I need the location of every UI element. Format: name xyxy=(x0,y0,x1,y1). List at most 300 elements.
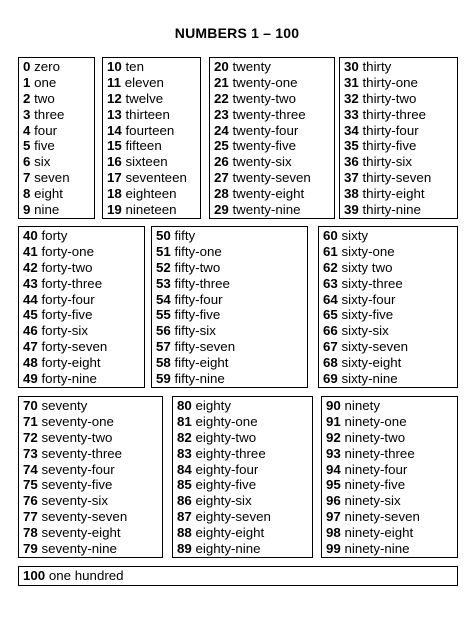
number-row xyxy=(23,107,94,123)
numeral: 13 xyxy=(107,106,122,122)
number-row xyxy=(177,430,312,446)
number-word: sixty-nine xyxy=(337,371,398,387)
number-word: sixty-seven xyxy=(337,339,408,355)
numeral: 97 xyxy=(326,509,341,525)
number-row xyxy=(156,260,307,276)
number-row xyxy=(177,525,312,541)
numeral: 85 xyxy=(177,477,192,493)
numeral: 80 xyxy=(177,398,192,413)
number-row xyxy=(156,276,307,292)
number-row xyxy=(23,228,144,244)
number-word: three xyxy=(30,106,65,122)
number-word: ninety-seven xyxy=(340,509,420,525)
numeral: 19 xyxy=(107,202,122,218)
number-row xyxy=(214,59,334,75)
number-word: eighteen xyxy=(121,186,177,202)
numeral: 31 xyxy=(344,74,359,90)
numeral: 98 xyxy=(326,525,341,541)
number-row xyxy=(323,244,457,260)
number-row xyxy=(323,339,457,355)
numeral: 29 xyxy=(214,202,229,218)
number-row xyxy=(177,493,312,509)
numeral: 25 xyxy=(214,138,229,154)
number-row xyxy=(23,138,94,154)
numeral: 45 xyxy=(23,307,38,323)
number-row xyxy=(23,541,162,557)
number-word: eight xyxy=(30,186,63,202)
number-word: one xyxy=(30,74,57,90)
number-word: eighty-five xyxy=(191,477,257,493)
number-word: seven xyxy=(30,170,70,186)
numeral: 20 xyxy=(214,59,229,74)
number-row xyxy=(23,292,144,308)
numbers-70-79-box xyxy=(18,396,163,558)
numeral: 30 xyxy=(344,59,359,74)
number-word: forty-one xyxy=(37,243,94,259)
number-word: ninety-nine xyxy=(340,541,410,557)
number-word: thirty-three xyxy=(358,106,427,122)
number-word: seventy-three xyxy=(37,445,123,461)
number-row xyxy=(23,446,162,462)
numeral: 28 xyxy=(214,186,229,202)
number-row xyxy=(23,186,94,202)
numeral: 74 xyxy=(23,461,38,477)
numeral: 16 xyxy=(107,154,122,170)
number-word: fifteen xyxy=(121,138,162,154)
number-row xyxy=(326,477,457,493)
number-word: seventy-one xyxy=(37,413,114,429)
number-word: seventy-four xyxy=(37,461,115,477)
number-word: sixty xyxy=(337,228,369,243)
number-row xyxy=(156,292,307,308)
number-row xyxy=(23,430,162,446)
number-row xyxy=(323,371,457,387)
number-row xyxy=(107,107,200,123)
number-row xyxy=(326,525,457,541)
number-word: forty-five xyxy=(37,307,93,323)
number-row xyxy=(344,123,457,139)
number-row xyxy=(107,138,200,154)
numeral: 21 xyxy=(214,74,229,90)
number-row xyxy=(323,355,457,371)
number-row xyxy=(23,123,94,139)
number-word: fifty-three xyxy=(170,275,230,291)
numeral: 88 xyxy=(177,525,192,541)
numeral: 32 xyxy=(344,90,359,106)
number-word: twelve xyxy=(121,90,164,106)
numeral: 33 xyxy=(344,106,359,122)
number-word: ninety-two xyxy=(340,429,406,445)
number-row xyxy=(107,186,200,202)
numeral: 94 xyxy=(326,461,341,477)
numeral: 59 xyxy=(156,371,171,387)
number-word: twenty-three xyxy=(228,106,306,122)
number-word: ninety-one xyxy=(340,413,407,429)
number-word: thirty-two xyxy=(358,90,417,106)
number-word: eighty-three xyxy=(191,445,266,461)
number-row xyxy=(177,398,312,414)
numeral: 38 xyxy=(344,186,359,202)
numbers-80-89-box xyxy=(172,396,313,558)
number-word: nine xyxy=(30,202,60,218)
number-word: five xyxy=(30,138,55,154)
number-word: ninety xyxy=(340,398,380,413)
number-word: thirty-four xyxy=(358,122,419,138)
number-word: sixteen xyxy=(121,154,168,170)
number-word: thirty-six xyxy=(358,154,412,170)
number-row xyxy=(323,307,457,323)
numeral: 81 xyxy=(177,413,192,429)
number-word: sixty two xyxy=(337,259,393,275)
numbers-40-49-box xyxy=(18,226,145,388)
numeral: 55 xyxy=(156,307,171,323)
number-word: twenty-two xyxy=(228,90,297,106)
number-word: six xyxy=(30,154,51,170)
numeral: 70 xyxy=(23,398,38,413)
numeral: 47 xyxy=(23,339,38,355)
number-word: sixty-eight xyxy=(337,355,402,371)
number-row xyxy=(23,371,144,387)
numbers-60-69-box xyxy=(318,226,458,388)
number-word: twenty-five xyxy=(228,138,297,154)
number-word: thirteen xyxy=(121,106,170,122)
numeral: 8 xyxy=(23,186,31,202)
number-row xyxy=(23,75,94,91)
number-word: seventy-five xyxy=(37,477,113,493)
number-row xyxy=(23,276,144,292)
number-word: thirty-nine xyxy=(358,202,421,218)
numeral: 64 xyxy=(323,291,338,307)
numeral: 48 xyxy=(23,355,38,371)
number-row xyxy=(23,260,144,276)
numeral: 46 xyxy=(23,323,38,339)
numeral: 26 xyxy=(214,154,229,170)
number-row xyxy=(344,154,457,170)
number-row xyxy=(326,414,457,430)
numeral: 58 xyxy=(156,355,171,371)
number-row xyxy=(156,228,307,244)
numeral: 17 xyxy=(107,170,122,186)
number-word: eighty-four xyxy=(191,461,259,477)
number-row xyxy=(326,446,457,462)
numeral: 60 xyxy=(323,228,338,243)
number-row xyxy=(344,75,457,91)
number-row xyxy=(323,276,457,292)
numeral: 76 xyxy=(23,493,38,509)
number-row xyxy=(23,154,94,170)
number-row xyxy=(214,202,334,218)
numeral: 40 xyxy=(23,228,38,243)
numeral: 39 xyxy=(344,202,359,218)
number-word: fifty-eight xyxy=(170,355,229,371)
number-word: forty-eight xyxy=(37,355,101,371)
number-row xyxy=(107,202,200,218)
number-row xyxy=(177,446,312,462)
number-word: nineteen xyxy=(121,202,177,218)
numeral: 86 xyxy=(177,493,192,509)
numeral: 6 xyxy=(23,154,31,170)
number-word: ninety-four xyxy=(340,461,408,477)
number-word: fifty-seven xyxy=(170,339,236,355)
number-word: eighty-seven xyxy=(191,509,271,525)
numeral: 82 xyxy=(177,429,192,445)
number-word: ten xyxy=(121,59,144,74)
number-word: ninety-three xyxy=(340,445,415,461)
number-word: forty-six xyxy=(37,323,89,339)
number-word: twenty-eight xyxy=(228,186,305,202)
numeral: 83 xyxy=(177,445,192,461)
number-word: sixty-four xyxy=(337,291,396,307)
numeral: 73 xyxy=(23,445,38,461)
number-word: seventy-seven xyxy=(37,509,128,525)
number-word: twenty-one xyxy=(228,74,298,90)
numeral: 69 xyxy=(323,371,338,387)
number-row xyxy=(23,509,162,525)
number-row xyxy=(23,307,144,323)
numeral: 54 xyxy=(156,291,171,307)
number-row xyxy=(156,244,307,260)
number-word: eighty xyxy=(191,398,231,413)
number-word: seventy-two xyxy=(37,429,113,445)
numeral: 90 xyxy=(326,398,341,413)
numeral: 75 xyxy=(23,477,38,493)
number-word: eighty-one xyxy=(191,413,258,429)
numeral: 34 xyxy=(344,122,359,138)
numbers-10-19-box xyxy=(102,57,201,219)
number-row xyxy=(177,541,312,557)
number-word: thirty-seven xyxy=(358,170,432,186)
numeral: 12 xyxy=(107,90,122,106)
number-row xyxy=(214,170,334,186)
number-row xyxy=(344,107,457,123)
numeral: 42 xyxy=(23,259,38,275)
numeral: 62 xyxy=(323,259,338,275)
number-row xyxy=(156,339,307,355)
number-row xyxy=(326,430,457,446)
number-word: zero xyxy=(30,59,60,74)
numeral: 92 xyxy=(326,429,341,445)
numeral: 91 xyxy=(326,413,341,429)
number-row xyxy=(23,414,162,430)
number-word: sixty-five xyxy=(337,307,394,323)
number-word: eighty-six xyxy=(191,493,252,509)
number-row xyxy=(214,75,334,91)
number-row xyxy=(23,525,162,541)
number-row xyxy=(326,398,457,414)
number-word: fifty xyxy=(170,228,196,243)
numeral: 68 xyxy=(323,355,338,371)
numeral: 37 xyxy=(344,170,359,186)
number-word: fifty-nine xyxy=(170,371,225,387)
number-row xyxy=(326,493,457,509)
number-word: thirty-one xyxy=(358,74,418,90)
number-word: twenty-nine xyxy=(228,202,301,218)
number-row xyxy=(107,75,200,91)
number-row xyxy=(323,323,457,339)
number-row xyxy=(156,323,307,339)
number-row xyxy=(326,462,457,478)
number-word: sixty-three xyxy=(337,275,403,291)
number-row xyxy=(323,228,457,244)
numeral: 14 xyxy=(107,122,122,138)
number-row xyxy=(23,202,94,218)
number-word: seventy-nine xyxy=(37,541,117,557)
numeral: 95 xyxy=(326,477,341,493)
number-word: forty-four xyxy=(37,291,95,307)
numeral: 77 xyxy=(23,509,38,525)
number-row xyxy=(156,307,307,323)
numeral: 44 xyxy=(23,291,38,307)
number-row xyxy=(214,91,334,107)
number-word: sixty-one xyxy=(337,243,395,259)
numeral: 89 xyxy=(177,541,192,557)
numeral: 10 xyxy=(107,59,122,74)
number-word: twenty xyxy=(228,59,271,74)
number-word: eighty-nine xyxy=(191,541,261,557)
number-row xyxy=(177,477,312,493)
number-word: forty-nine xyxy=(37,371,97,387)
number-row xyxy=(23,355,144,371)
number-row xyxy=(23,339,144,355)
numeral: 50 xyxy=(156,228,171,243)
numeral: 72 xyxy=(23,429,38,445)
number-word: forty-two xyxy=(37,259,93,275)
number-word: fifty-two xyxy=(170,259,221,275)
numeral: 87 xyxy=(177,509,192,525)
numeral: 5 xyxy=(23,138,31,154)
number-row xyxy=(214,186,334,202)
number-word: fifty-one xyxy=(170,243,222,259)
number-word: ninety-five xyxy=(340,477,406,493)
number-row xyxy=(214,107,334,123)
numeral: 24 xyxy=(214,122,229,138)
numeral: 0 xyxy=(23,59,31,74)
numeral: 71 xyxy=(23,413,38,429)
number-row xyxy=(23,477,162,493)
numeral: 4 xyxy=(23,122,31,138)
number-row xyxy=(156,371,307,387)
number-word: eighty-two xyxy=(191,429,257,445)
numeral: 9 xyxy=(23,202,31,218)
number-row xyxy=(156,355,307,371)
number-row xyxy=(344,91,457,107)
numeral: 43 xyxy=(23,275,38,291)
numeral: 99 xyxy=(326,541,341,557)
number-word: twenty-four xyxy=(228,122,299,138)
number-word: twenty-seven xyxy=(228,170,311,186)
number-row xyxy=(177,509,312,525)
numeral: 63 xyxy=(323,275,338,291)
numeral: 3 xyxy=(23,106,31,122)
numeral: 41 xyxy=(23,243,38,259)
number-row xyxy=(23,568,457,584)
number-word: fifty-six xyxy=(170,323,216,339)
numeral: 36 xyxy=(344,154,359,170)
number-row xyxy=(23,59,94,75)
number-row xyxy=(23,170,94,186)
number-row xyxy=(344,186,457,202)
number-row xyxy=(214,123,334,139)
numbers-50-59-box xyxy=(151,226,308,388)
number-row xyxy=(177,414,312,430)
number-row xyxy=(214,154,334,170)
number-row xyxy=(344,202,457,218)
numeral: 93 xyxy=(326,445,341,461)
numeral: 52 xyxy=(156,259,171,275)
numbers-0-9-box xyxy=(18,57,95,219)
number-word: twenty-six xyxy=(228,154,292,170)
numeral: 67 xyxy=(323,339,338,355)
number-row xyxy=(23,323,144,339)
number-row xyxy=(214,138,334,154)
numeral: 79 xyxy=(23,541,38,557)
number-word: two xyxy=(30,90,55,106)
number-row xyxy=(323,292,457,308)
number-row xyxy=(23,462,162,478)
number-word: ninety-eight xyxy=(340,525,414,541)
numbers-90-99-box xyxy=(321,396,458,558)
number-word: eleven xyxy=(121,74,164,90)
number-row xyxy=(177,462,312,478)
number-word: eighty-eight xyxy=(191,525,265,541)
numeral: 7 xyxy=(23,170,31,186)
number-row xyxy=(107,154,200,170)
number-word: seventy-six xyxy=(37,493,108,509)
number-row xyxy=(107,170,200,186)
numeral: 84 xyxy=(177,461,192,477)
number-row xyxy=(107,59,200,75)
number-row xyxy=(107,91,200,107)
numeral: 65 xyxy=(323,307,338,323)
numbers-20-29-box xyxy=(209,57,335,219)
numeral: 1 xyxy=(23,74,31,90)
number-word: forty xyxy=(37,228,68,243)
page-title: NUMBERS 1 – 100 xyxy=(174,25,300,41)
numeral: 100 xyxy=(23,568,46,583)
numeral: 35 xyxy=(344,138,359,154)
numeral: 96 xyxy=(326,493,341,509)
numeral: 66 xyxy=(323,323,338,339)
number-row xyxy=(344,170,457,186)
number-word: four xyxy=(30,122,58,138)
numeral: 27 xyxy=(214,170,229,186)
number-word: forty-three xyxy=(37,275,103,291)
numeral: 2 xyxy=(23,90,31,106)
number-word: fifty-five xyxy=(170,307,221,323)
numeral: 22 xyxy=(214,90,229,106)
numeral: 56 xyxy=(156,323,171,339)
numeral: 15 xyxy=(107,138,122,154)
numeral: 57 xyxy=(156,339,171,355)
number-word: forty-seven xyxy=(37,339,108,355)
number-word: sixty-six xyxy=(337,323,389,339)
numeral: 78 xyxy=(23,525,38,541)
number-word: seventy xyxy=(37,398,88,413)
numeral: 23 xyxy=(214,106,229,122)
number-word: one hundred xyxy=(45,568,124,583)
number-row xyxy=(23,493,162,509)
number-word: fourteen xyxy=(121,122,175,138)
number-row xyxy=(323,260,457,276)
number-word: ninety-six xyxy=(340,493,401,509)
number-row xyxy=(107,123,200,139)
numeral: 49 xyxy=(23,371,38,387)
number-word: seventy-eight xyxy=(37,525,121,541)
number-word: thirty xyxy=(358,59,392,74)
number-row xyxy=(23,398,162,414)
number-100-box xyxy=(18,566,458,586)
numeral: 53 xyxy=(156,275,171,291)
